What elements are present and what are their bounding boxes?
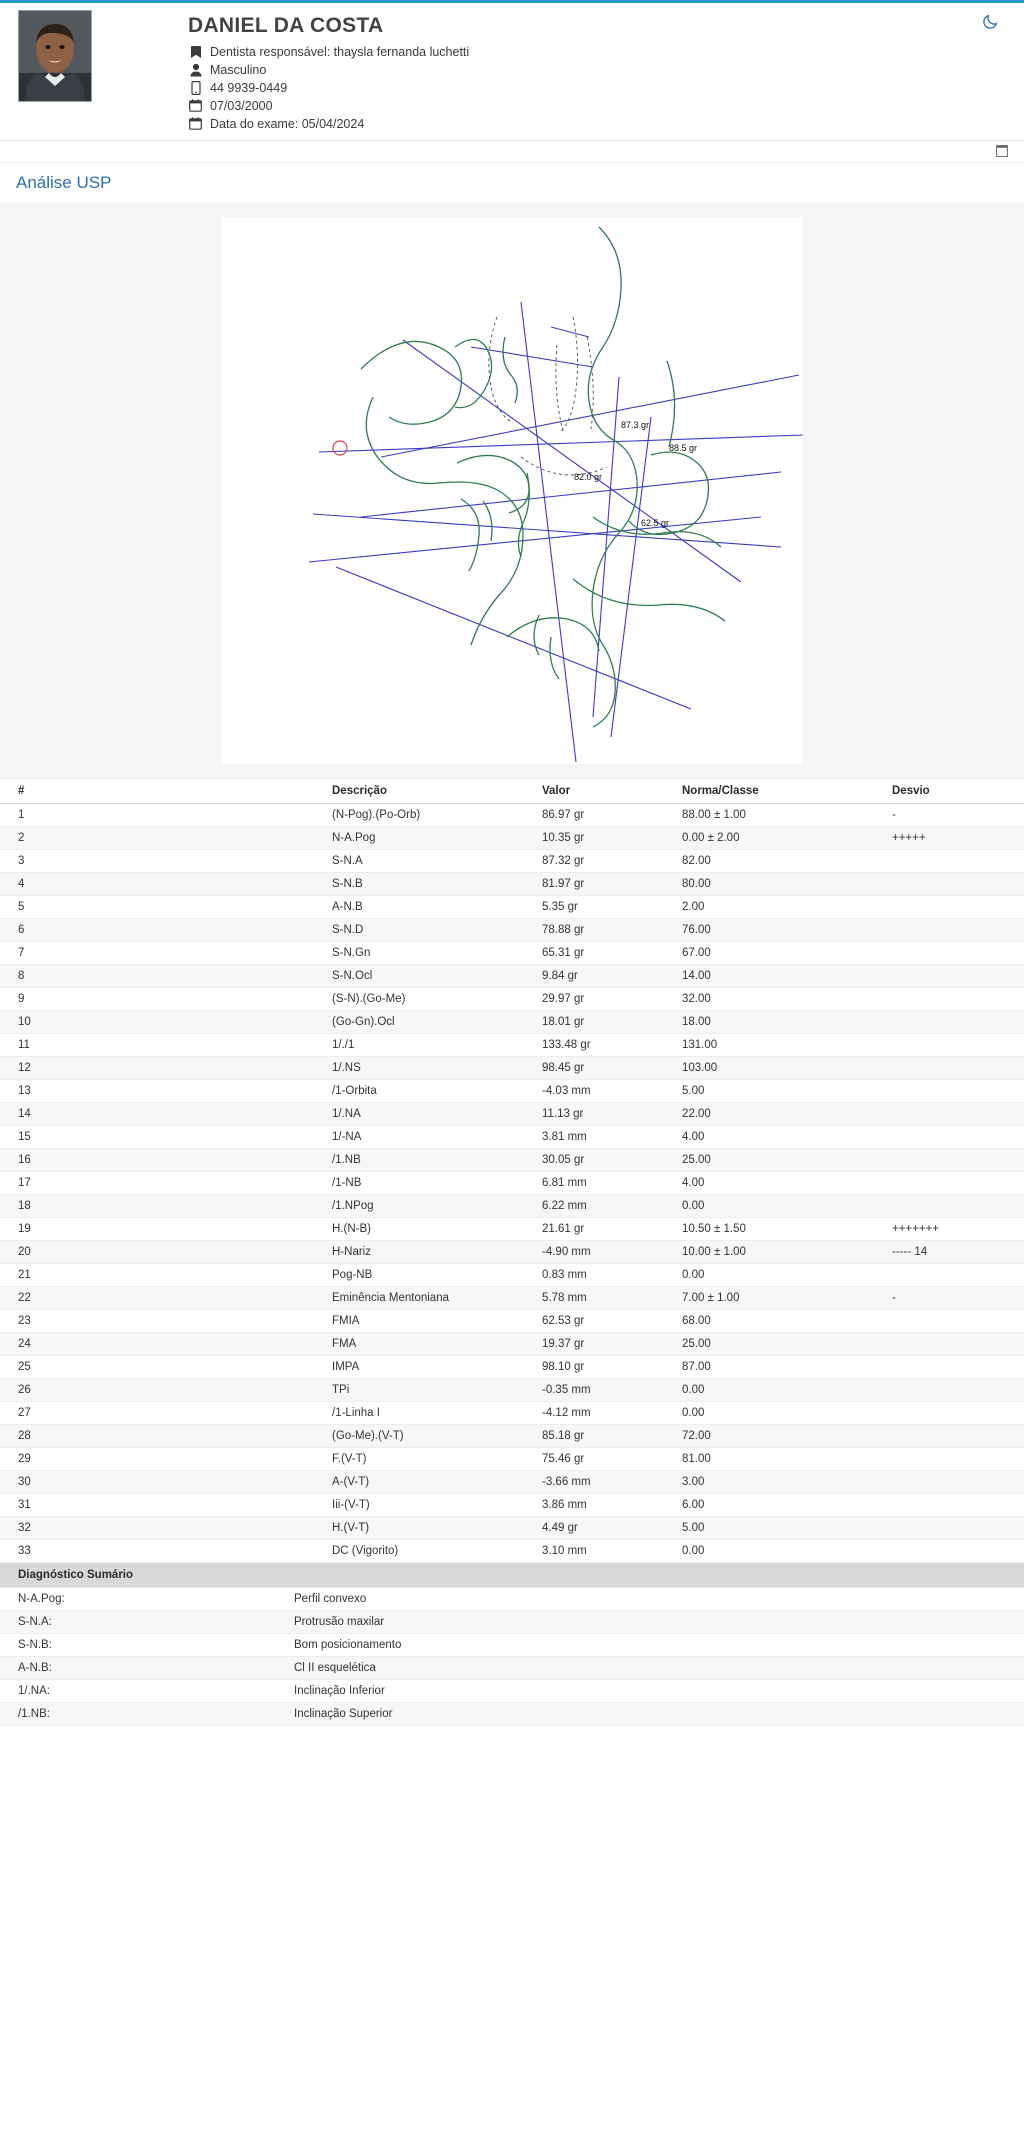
moon-icon[interactable] bbox=[980, 10, 1002, 32]
table-header-row bbox=[0, 779, 1024, 804]
table-row bbox=[0, 1126, 1024, 1149]
cell-description: /1.NPog bbox=[290, 1195, 538, 1218]
cell-index: 29 bbox=[0, 1448, 290, 1471]
cell-index: 19 bbox=[0, 1218, 290, 1241]
cell-value: 98.10 gr bbox=[538, 1356, 678, 1379]
cell-description: FMIA bbox=[290, 1310, 538, 1333]
patient-header bbox=[0, 0, 1024, 141]
summary-row bbox=[0, 1703, 1024, 1726]
cell-value: 85.18 gr bbox=[538, 1425, 678, 1448]
cell-deviation bbox=[888, 1034, 1024, 1057]
cell-deviation bbox=[888, 919, 1024, 942]
cell-value: -3.66 mm bbox=[538, 1471, 678, 1494]
cell-deviation bbox=[888, 1356, 1024, 1379]
cell-index: 28 bbox=[0, 1425, 290, 1448]
cell-description: Iii-(V-T) bbox=[290, 1494, 538, 1517]
cell-value: 133.48 gr bbox=[538, 1034, 678, 1057]
cell-index: 1 bbox=[0, 804, 290, 827]
calendar-icon bbox=[188, 116, 203, 131]
summary-label: S-N.B: bbox=[0, 1634, 290, 1657]
summary-row bbox=[0, 1634, 1024, 1657]
cell-description: 1/./1 bbox=[290, 1034, 538, 1057]
phone-label: 44 9939-0449 bbox=[210, 80, 288, 95]
table-row bbox=[0, 1402, 1024, 1425]
cell-value: 29.97 gr bbox=[538, 988, 678, 1011]
summary-section-title: Diagnóstico Sumário bbox=[0, 1563, 1024, 1588]
cell-index: 24 bbox=[0, 1333, 290, 1356]
cell-norm: 76.00 bbox=[678, 919, 888, 942]
table-row bbox=[0, 1287, 1024, 1310]
cell-value: 4.49 gr bbox=[538, 1517, 678, 1540]
cell-description: (S-N).(Go-Me) bbox=[290, 988, 538, 1011]
cell-deviation bbox=[888, 1448, 1024, 1471]
cell-description: /1-Orbita bbox=[290, 1080, 538, 1103]
cell-norm: 5.00 bbox=[678, 1517, 888, 1540]
cell-norm: 0.00 bbox=[678, 1195, 888, 1218]
cell-index: 21 bbox=[0, 1264, 290, 1287]
table-row bbox=[0, 965, 1024, 988]
cell-description: (Go-Me).(V-T) bbox=[290, 1425, 538, 1448]
cell-norm: 82.00 bbox=[678, 850, 888, 873]
cell-norm: 103.00 bbox=[678, 1057, 888, 1080]
cell-description: 1/-NA bbox=[290, 1126, 538, 1149]
cell-value: 3.81 mm bbox=[538, 1126, 678, 1149]
measurements-table bbox=[0, 779, 1024, 1726]
column-header-value: Valor bbox=[538, 779, 678, 804]
summary-section-header bbox=[0, 1563, 1024, 1588]
cell-norm: 32.00 bbox=[678, 988, 888, 1011]
cell-index: 2 bbox=[0, 827, 290, 850]
cell-index: 31 bbox=[0, 1494, 290, 1517]
exam-date-label: Data do exame: 05/04/2024 bbox=[210, 116, 365, 131]
summary-row bbox=[0, 1611, 1024, 1634]
cell-index: 17 bbox=[0, 1172, 290, 1195]
cell-value: 62.53 gr bbox=[538, 1310, 678, 1333]
cell-index: 6 bbox=[0, 919, 290, 942]
gender-label: Masculino bbox=[210, 62, 267, 77]
cell-value: 18.01 gr bbox=[538, 1011, 678, 1034]
cell-norm: 25.00 bbox=[678, 1333, 888, 1356]
cell-index: 18 bbox=[0, 1195, 290, 1218]
cell-description: TPi bbox=[290, 1379, 538, 1402]
table-row bbox=[0, 919, 1024, 942]
birthdate-row bbox=[188, 98, 469, 113]
dentist-label: Dentista responsável: thaysla fernanda luchetti bbox=[210, 44, 470, 59]
table-row bbox=[0, 1011, 1024, 1034]
cell-value: -4.90 mm bbox=[538, 1241, 678, 1264]
table-row bbox=[0, 1540, 1024, 1563]
table-row bbox=[0, 942, 1024, 965]
cell-deviation bbox=[888, 1402, 1024, 1425]
cell-description: DC (Vigorito) bbox=[290, 1540, 538, 1563]
cell-deviation: ----- 14 bbox=[888, 1241, 1024, 1264]
cell-deviation bbox=[888, 942, 1024, 965]
cell-deviation: - bbox=[888, 804, 1024, 827]
table-row bbox=[0, 1379, 1024, 1402]
cell-deviation bbox=[888, 896, 1024, 919]
analysis-panel bbox=[0, 141, 1024, 779]
panel-title: Análise USP bbox=[16, 173, 112, 192]
cell-deviation bbox=[888, 1126, 1024, 1149]
cell-description: S-N.Gn bbox=[290, 942, 538, 965]
cell-deviation bbox=[888, 850, 1024, 873]
gender-row bbox=[188, 62, 469, 77]
cell-deviation: +++++++ bbox=[888, 1218, 1024, 1241]
cell-value: 9.84 gr bbox=[538, 965, 678, 988]
summary-value: Inclinação Inferior bbox=[290, 1680, 1024, 1703]
cell-deviation bbox=[888, 1080, 1024, 1103]
table-row bbox=[0, 1471, 1024, 1494]
cell-norm: 0.00 bbox=[678, 1379, 888, 1402]
cell-index: 22 bbox=[0, 1287, 290, 1310]
cell-value: 65.31 gr bbox=[538, 942, 678, 965]
cell-index: 14 bbox=[0, 1103, 290, 1126]
table-row bbox=[0, 1057, 1024, 1080]
cell-norm: 5.00 bbox=[678, 1080, 888, 1103]
cell-value: 5.35 gr bbox=[538, 896, 678, 919]
cell-value: 3.10 mm bbox=[538, 1540, 678, 1563]
cell-deviation bbox=[888, 1310, 1024, 1333]
cell-index: 20 bbox=[0, 1241, 290, 1264]
cell-deviation bbox=[888, 1517, 1024, 1540]
cell-norm: 87.00 bbox=[678, 1356, 888, 1379]
table-row bbox=[0, 850, 1024, 873]
cell-index: 33 bbox=[0, 1540, 290, 1563]
patient-photo bbox=[18, 10, 92, 102]
table-row bbox=[0, 1494, 1024, 1517]
bookmark-icon bbox=[188, 44, 203, 59]
cell-deviation bbox=[888, 1011, 1024, 1034]
table-row bbox=[0, 1425, 1024, 1448]
cell-description: H.(V-T) bbox=[290, 1517, 538, 1540]
cell-index: 5 bbox=[0, 896, 290, 919]
table-row bbox=[0, 1517, 1024, 1540]
cell-deviation: - bbox=[888, 1287, 1024, 1310]
cell-norm: 14.00 bbox=[678, 965, 888, 988]
patient-info bbox=[188, 10, 469, 134]
cell-norm: 81.00 bbox=[678, 1448, 888, 1471]
cell-description: Eminência Mentoniana bbox=[290, 1287, 538, 1310]
table-row bbox=[0, 873, 1024, 896]
tracing-label: 62.5 gr bbox=[641, 518, 670, 528]
cell-value: 81.97 gr bbox=[538, 873, 678, 896]
cephalometric-tracing-container bbox=[0, 203, 1024, 778]
cell-value: 78.88 gr bbox=[538, 919, 678, 942]
cell-deviation bbox=[888, 1379, 1024, 1402]
cell-value: 0.83 mm bbox=[538, 1264, 678, 1287]
calendar-icon bbox=[188, 98, 203, 113]
table-row bbox=[0, 988, 1024, 1011]
tracing-label: 82.0 gr bbox=[574, 472, 603, 482]
column-header-norm: Norma/Classe bbox=[678, 779, 888, 804]
summary-value: Protrusão maxilar bbox=[290, 1611, 1024, 1634]
cell-index: 7 bbox=[0, 942, 290, 965]
cell-deviation bbox=[888, 1333, 1024, 1356]
cell-deviation bbox=[888, 1425, 1024, 1448]
summary-label: 1/.NA: bbox=[0, 1680, 290, 1703]
cell-index: 30 bbox=[0, 1471, 290, 1494]
column-header-index: # bbox=[0, 779, 290, 804]
cell-norm: 131.00 bbox=[678, 1034, 888, 1057]
cell-index: 23 bbox=[0, 1310, 290, 1333]
cell-index: 4 bbox=[0, 873, 290, 896]
table-row bbox=[0, 1333, 1024, 1356]
cell-deviation bbox=[888, 1149, 1024, 1172]
summary-row bbox=[0, 1657, 1024, 1680]
cell-value: -4.12 mm bbox=[538, 1402, 678, 1425]
cell-description: /1-Linha I bbox=[290, 1402, 538, 1425]
cell-norm: 4.00 bbox=[678, 1126, 888, 1149]
table-row bbox=[0, 1218, 1024, 1241]
column-header-desc: Descrição bbox=[290, 779, 538, 804]
cell-norm: 72.00 bbox=[678, 1425, 888, 1448]
cell-description: S-N.Ocl bbox=[290, 965, 538, 988]
summary-row bbox=[0, 1680, 1024, 1703]
dentist-row bbox=[188, 44, 469, 59]
table-row bbox=[0, 1310, 1024, 1333]
cell-norm: 4.00 bbox=[678, 1172, 888, 1195]
cell-value: 19.37 gr bbox=[538, 1333, 678, 1356]
cell-norm: 67.00 bbox=[678, 942, 888, 965]
table-row bbox=[0, 1264, 1024, 1287]
cell-deviation bbox=[888, 988, 1024, 1011]
phone-icon bbox=[188, 80, 203, 95]
cell-description: (N-Pog).(Po-Orb) bbox=[290, 804, 538, 827]
table-row bbox=[0, 1103, 1024, 1126]
cell-norm: 25.00 bbox=[678, 1149, 888, 1172]
cell-norm: 0.00 bbox=[678, 1402, 888, 1425]
table-row bbox=[0, 1172, 1024, 1195]
cell-deviation bbox=[888, 1494, 1024, 1517]
table-row bbox=[0, 804, 1024, 827]
panel-toolbar bbox=[0, 141, 1024, 163]
cell-value: 6.81 mm bbox=[538, 1172, 678, 1195]
exam-date-row bbox=[188, 116, 469, 131]
cell-deviation: +++++ bbox=[888, 827, 1024, 850]
cell-description: (Go-Gn).Ocl bbox=[290, 1011, 538, 1034]
cell-value: 11.13 gr bbox=[538, 1103, 678, 1126]
cell-index: 8 bbox=[0, 965, 290, 988]
cell-description: /1-NB bbox=[290, 1172, 538, 1195]
cell-norm: 0.00 ± 2.00 bbox=[678, 827, 888, 850]
cell-value: -0.35 mm bbox=[538, 1379, 678, 1402]
summary-label: S-N.A: bbox=[0, 1611, 290, 1634]
cell-description: S-N.D bbox=[290, 919, 538, 942]
person-icon bbox=[188, 62, 203, 77]
cell-value: 21.61 gr bbox=[538, 1218, 678, 1241]
cell-value: 10.35 gr bbox=[538, 827, 678, 850]
table-row bbox=[0, 1448, 1024, 1471]
cell-index: 27 bbox=[0, 1402, 290, 1425]
summary-label: A-N.B: bbox=[0, 1657, 290, 1680]
cell-description: FMA bbox=[290, 1333, 538, 1356]
cell-description: IMPA bbox=[290, 1356, 538, 1379]
cell-value: 3.86 mm bbox=[538, 1494, 678, 1517]
cell-index: 13 bbox=[0, 1080, 290, 1103]
cell-norm: 22.00 bbox=[678, 1103, 888, 1126]
cell-deviation bbox=[888, 1540, 1024, 1563]
cell-description: H.(N-B) bbox=[290, 1218, 538, 1241]
cell-description: /1.NB bbox=[290, 1149, 538, 1172]
summary-label: N-A.Pog: bbox=[0, 1588, 290, 1611]
cell-index: 25 bbox=[0, 1356, 290, 1379]
cell-deviation bbox=[888, 1057, 1024, 1080]
tracing-label: 88.5 gr bbox=[669, 443, 698, 453]
table-row bbox=[0, 1241, 1024, 1264]
table-row bbox=[0, 896, 1024, 919]
cell-deviation bbox=[888, 873, 1024, 896]
page-title: DANIEL DA COSTA bbox=[188, 14, 384, 37]
cell-index: 26 bbox=[0, 1379, 290, 1402]
cell-index: 12 bbox=[0, 1057, 290, 1080]
table-row bbox=[0, 1034, 1024, 1057]
landmark-point bbox=[333, 441, 347, 455]
table-row bbox=[0, 1356, 1024, 1379]
table-row bbox=[0, 1080, 1024, 1103]
cell-norm: 10.50 ± 1.50 bbox=[678, 1218, 888, 1241]
tracing-label: 87.3 gr bbox=[621, 420, 650, 430]
cell-description: Pog-NB bbox=[290, 1264, 538, 1287]
cell-description: S-N.B bbox=[290, 873, 538, 896]
cell-value: 75.46 gr bbox=[538, 1448, 678, 1471]
cell-description: H-Nariz bbox=[290, 1241, 538, 1264]
summary-label: /1.NB: bbox=[0, 1703, 290, 1726]
cell-value: -4.03 mm bbox=[538, 1080, 678, 1103]
cell-norm: 3.00 bbox=[678, 1471, 888, 1494]
cell-value: 87.32 gr bbox=[538, 850, 678, 873]
cell-value: 98.45 gr bbox=[538, 1057, 678, 1080]
phone-row bbox=[188, 80, 469, 95]
cell-index: 16 bbox=[0, 1149, 290, 1172]
cell-description: 1/.NA bbox=[290, 1103, 538, 1126]
summary-value: Cl II esquelética bbox=[290, 1657, 1024, 1680]
table-row bbox=[0, 1195, 1024, 1218]
cell-index: 15 bbox=[0, 1126, 290, 1149]
summary-value: Inclinação Superior bbox=[290, 1703, 1024, 1726]
cell-norm: 6.00 bbox=[678, 1494, 888, 1517]
cell-index: 11 bbox=[0, 1034, 290, 1057]
cell-norm: 7.00 ± 1.00 bbox=[678, 1287, 888, 1310]
expand-icon[interactable] bbox=[996, 144, 1008, 156]
cell-deviation bbox=[888, 1471, 1024, 1494]
cell-deviation bbox=[888, 1103, 1024, 1126]
cell-deviation bbox=[888, 1264, 1024, 1287]
table-row bbox=[0, 1149, 1024, 1172]
cell-value: 86.97 gr bbox=[538, 804, 678, 827]
cell-value: 5.78 mm bbox=[538, 1287, 678, 1310]
cell-index: 9 bbox=[0, 988, 290, 1011]
cell-index: 32 bbox=[0, 1517, 290, 1540]
cell-description: S-N.A bbox=[290, 850, 538, 873]
cell-index: 3 bbox=[0, 850, 290, 873]
cell-description: A-N.B bbox=[290, 896, 538, 919]
cell-norm: 10.00 ± 1.00 bbox=[678, 1241, 888, 1264]
summary-row bbox=[0, 1588, 1024, 1611]
cell-norm: 2.00 bbox=[678, 896, 888, 919]
cell-description: N-A.Pog bbox=[290, 827, 538, 850]
summary-value: Perfil convexo bbox=[290, 1588, 1024, 1611]
cell-norm: 80.00 bbox=[678, 873, 888, 896]
cell-norm: 18.00 bbox=[678, 1011, 888, 1034]
cell-value: 6.22 mm bbox=[538, 1195, 678, 1218]
summary-value: Bom posicionamento bbox=[290, 1634, 1024, 1657]
table-row bbox=[0, 827, 1024, 850]
column-header-dev: Desvio bbox=[888, 779, 1024, 804]
cell-description: A-(V-T) bbox=[290, 1471, 538, 1494]
cell-deviation bbox=[888, 1172, 1024, 1195]
cell-norm: 0.00 bbox=[678, 1540, 888, 1563]
cell-deviation bbox=[888, 965, 1024, 988]
cell-norm: 88.00 ± 1.00 bbox=[678, 804, 888, 827]
cell-norm: 0.00 bbox=[678, 1264, 888, 1287]
cell-value: 30.05 gr bbox=[538, 1149, 678, 1172]
cell-description: F.(V-T) bbox=[290, 1448, 538, 1471]
cell-description: 1/.NS bbox=[290, 1057, 538, 1080]
cell-norm: 68.00 bbox=[678, 1310, 888, 1333]
cell-index: 10 bbox=[0, 1011, 290, 1034]
cephalometric-tracing[interactable] bbox=[221, 217, 803, 764]
cell-deviation bbox=[888, 1195, 1024, 1218]
birthdate-label: 07/03/2000 bbox=[210, 98, 273, 113]
